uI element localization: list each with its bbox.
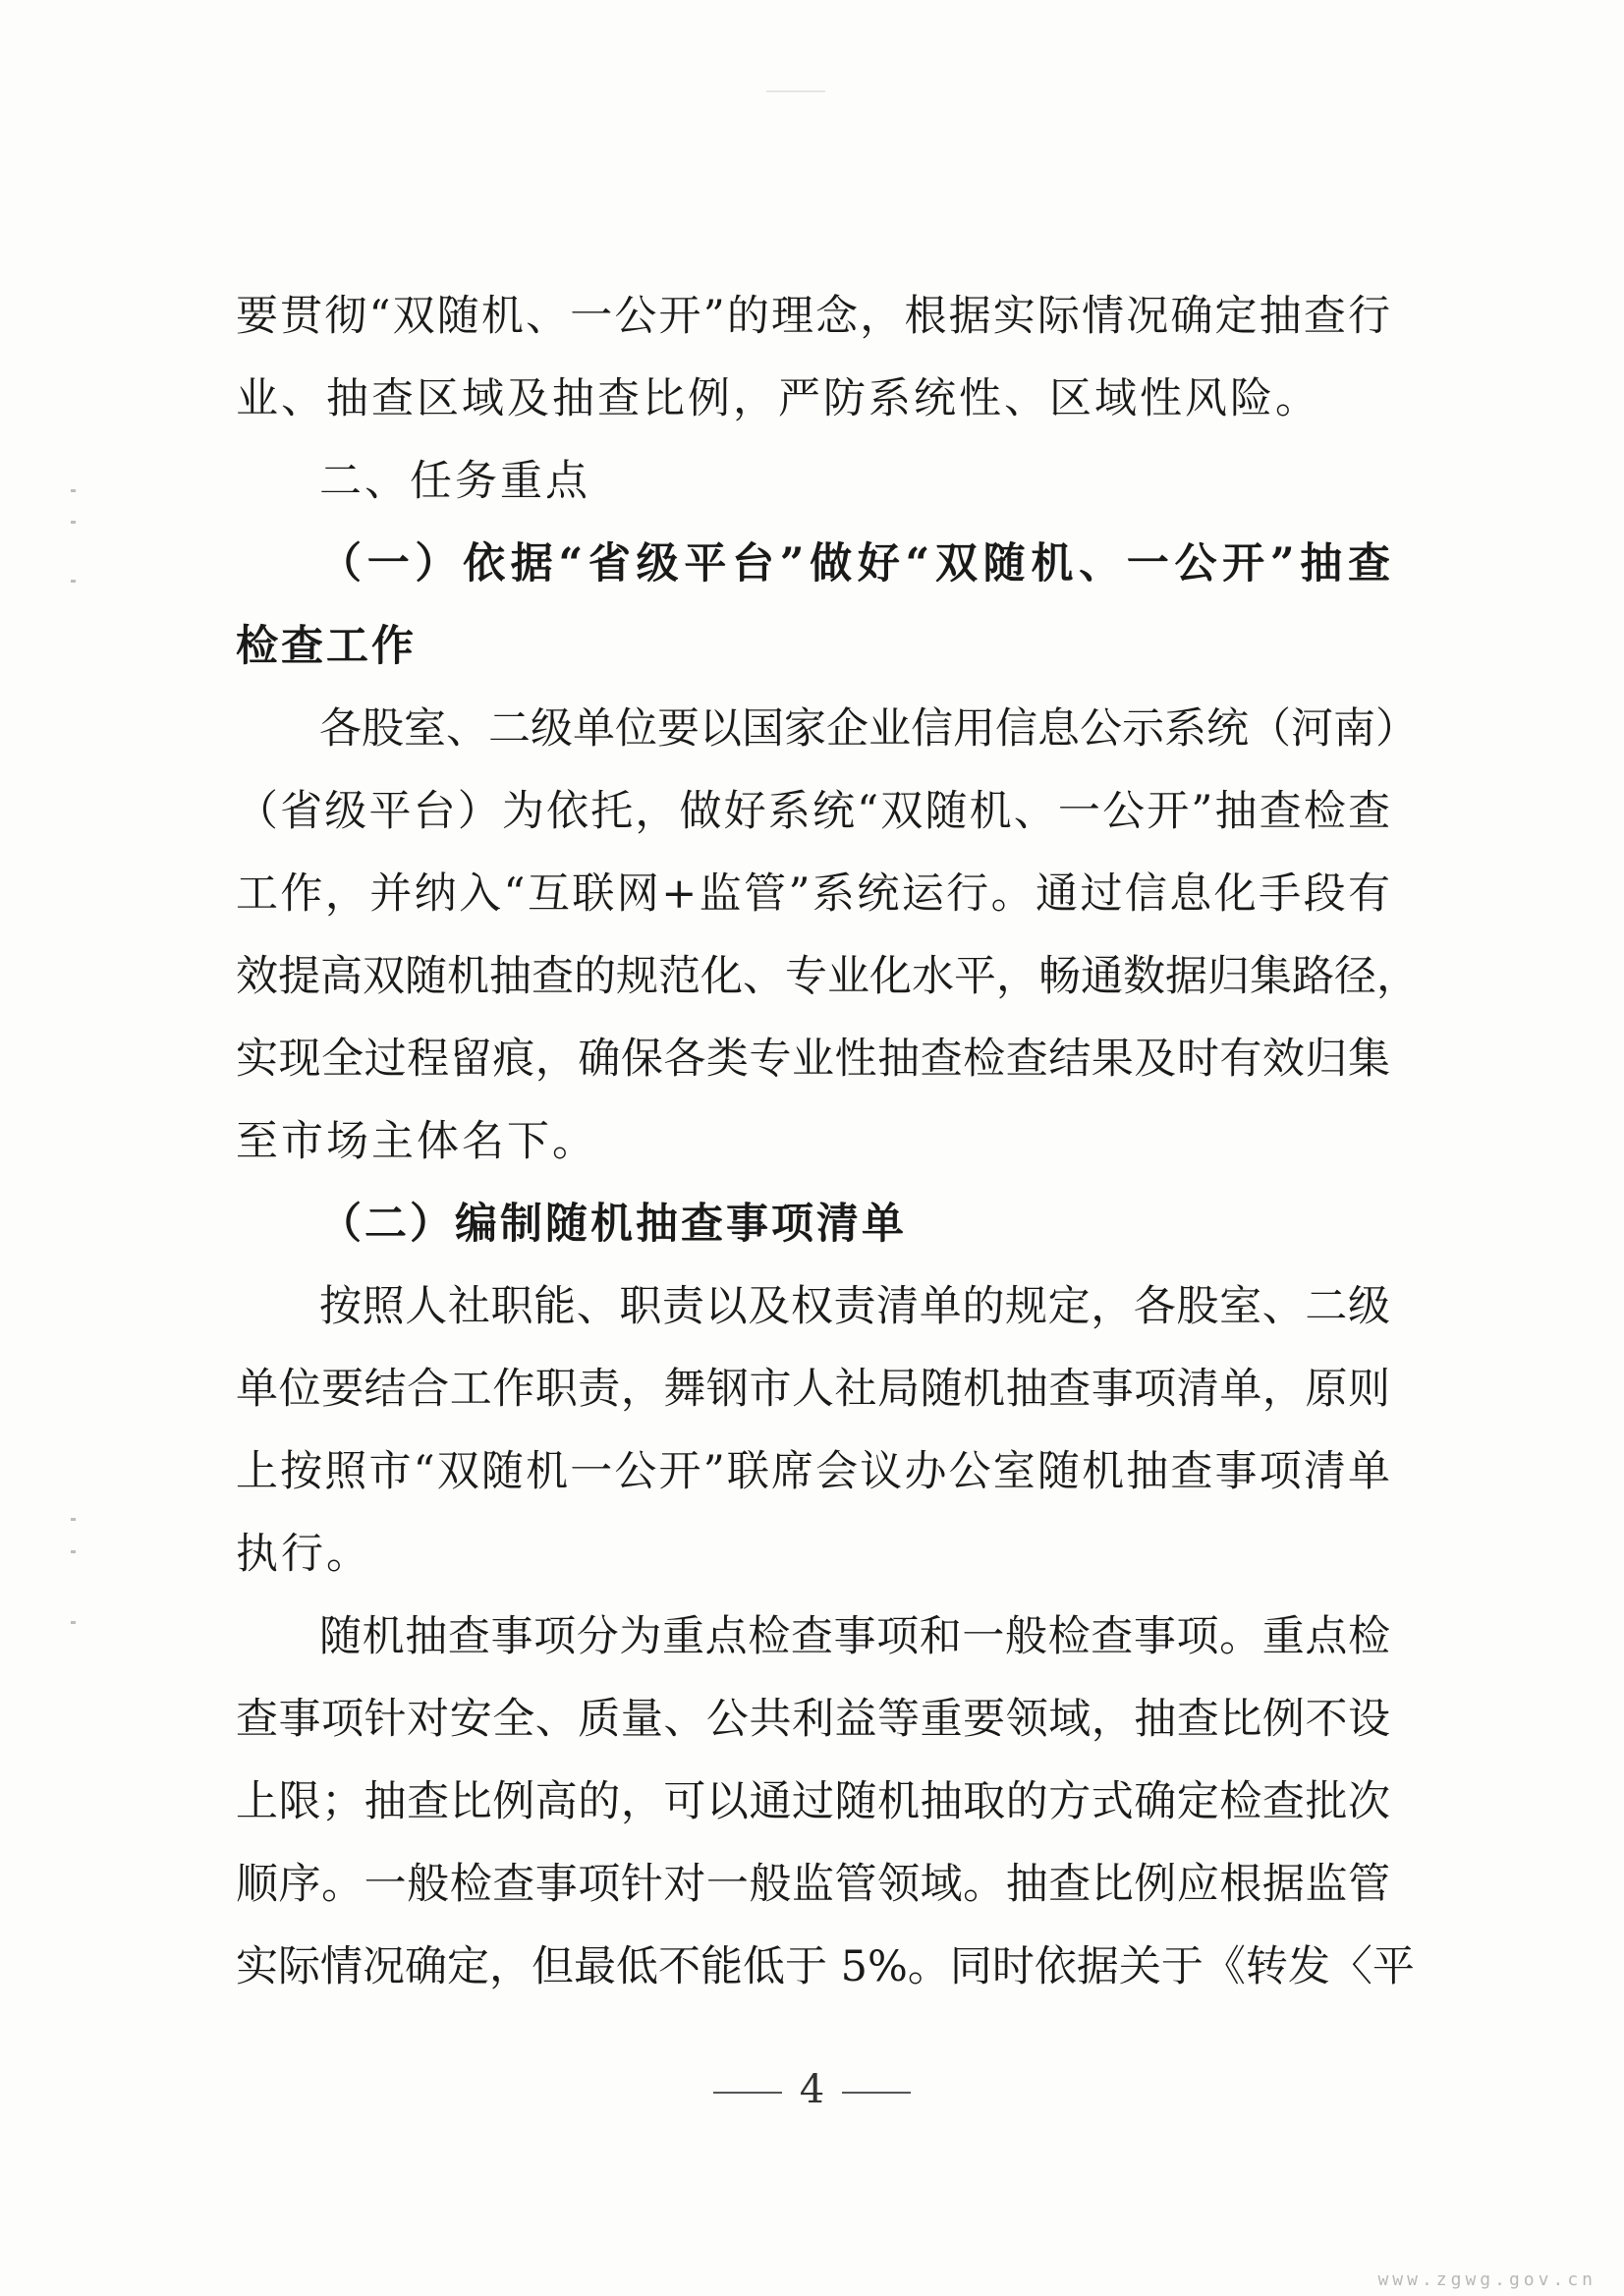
- body-line: 随机抽查事项分为重点检查事项和一般检查事项。重点检: [319, 1612, 1390, 1661]
- body-line: 实现全过程留痕，确保各类专业性抽查检查结果及时有效归集: [236, 1035, 1390, 1084]
- binding-mark: [71, 1550, 76, 1553]
- body-line: 上按照市“双随机一公开”联席会议办公室随机抽查事项清单: [236, 1447, 1390, 1496]
- page-number-dash: [713, 2092, 782, 2094]
- section-heading: 二、任务重点: [319, 457, 590, 506]
- body-line: （省级平台）为依托，做好系统“双随机、一公开”抽查检查: [236, 787, 1390, 836]
- page-number-dash: [842, 2092, 911, 2094]
- binding-mark: [71, 1621, 76, 1624]
- body-line: 实际情况确定，但最低不能低于 5%。同时依据关于《转发〈平: [236, 1942, 1415, 1991]
- body-line: 各股室、二级单位要以国家企业信用信息公示系统（河南）: [319, 704, 1418, 754]
- binding-mark: [71, 521, 76, 524]
- body-line: 至市场主体名下。: [236, 1117, 597, 1166]
- subsection-heading: （二）编制随机抽查事项清单: [319, 1200, 907, 1249]
- binding-mark: [71, 489, 76, 492]
- watermark: www.zgwg.gov.cn: [1377, 2269, 1596, 2290]
- subsection-heading: 检查工作: [236, 622, 417, 671]
- body-line: 效提高双随机抽查的规范化、专业化水平，畅通数据归集路径，: [236, 952, 1419, 1001]
- page-number: [0, 2065, 1624, 2114]
- body-line: 顺序。一般检查事项针对一般监管领域。抽查比例应根据监管: [236, 1860, 1390, 1909]
- body-line: 单位要结合工作职责，舞钢市人社局随机抽查事项清单，原则: [236, 1365, 1390, 1414]
- body-line: 执行。: [236, 1530, 371, 1579]
- binding-mark: [71, 580, 76, 583]
- body-line: 要贯彻“双随机、一公开”的理念，根据实际情况确定抽查行: [236, 292, 1390, 341]
- binding-mark: [71, 1518, 76, 1521]
- subsection-heading: （一）依据“省级平台”做好“双随机、一公开”抽查: [319, 539, 1390, 588]
- body-line: 上限；抽查比例高的，可以通过随机抽取的方式确定检查批次: [236, 1777, 1390, 1826]
- body-line: 业、抽查区域及抽查比例，严防系统性、区域性风险。: [236, 374, 1320, 423]
- scan-mark: [766, 90, 825, 92]
- body-line: 查事项针对安全、质量、公共利益等重要领域，抽查比例不设: [236, 1695, 1390, 1744]
- page-number-value: 4: [799, 2067, 825, 2112]
- body-line: 工作，并纳入“互联网+监管”系统运行。通过信息化手段有: [236, 869, 1390, 919]
- body-line: 按照人社职能、职责以及权责清单的规定，各股室、二级: [319, 1282, 1390, 1331]
